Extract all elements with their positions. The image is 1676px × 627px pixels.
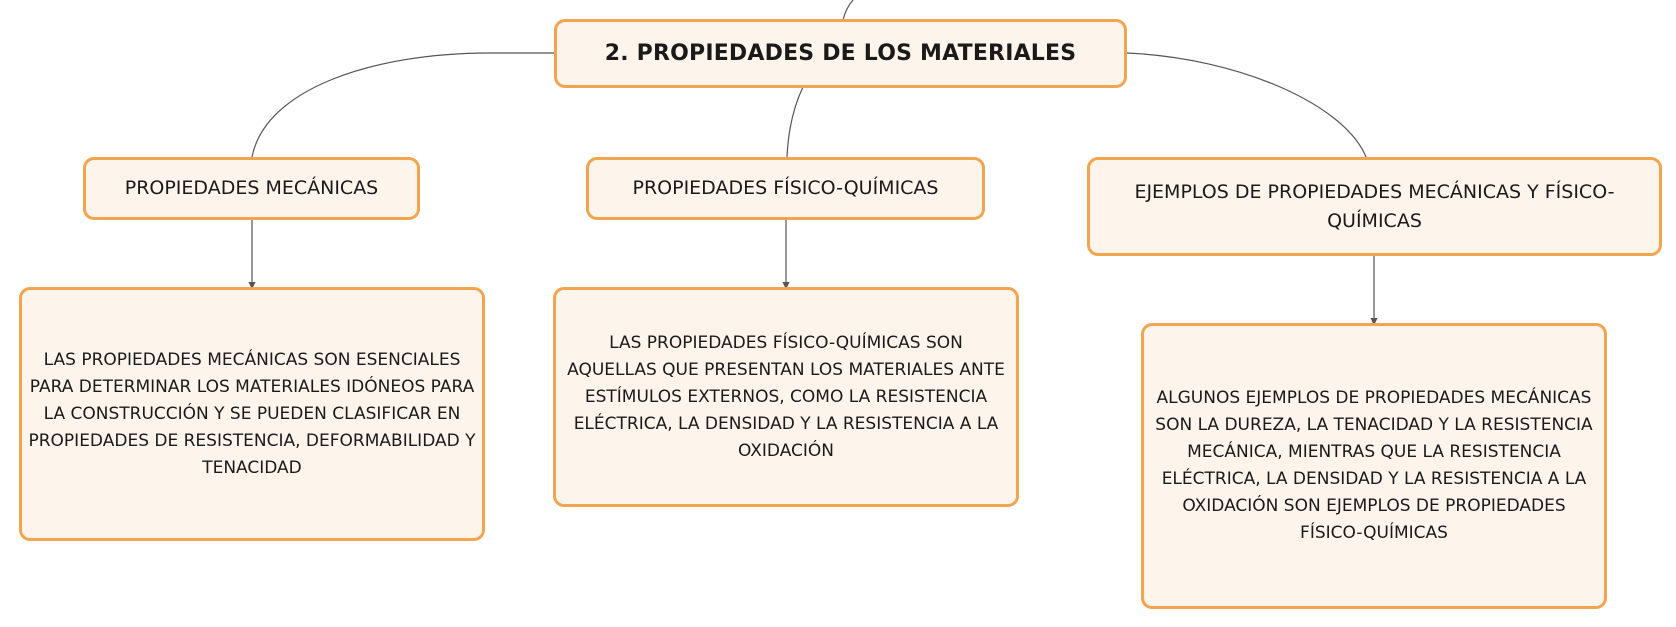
root-node[interactable] xyxy=(554,19,1127,88)
root-node-label: 2. PROPIEDADES DE LOS MATERIALES xyxy=(604,41,1077,66)
branch-node-mecanicas-label: PROPIEDADES MECÁNICAS xyxy=(124,177,379,199)
branch-node-mecanicas[interactable] xyxy=(83,157,420,220)
branch-node-ejemplos-label: EJEMPLOS DE PROPIEDADES MECÁNICAS Y FÍSICO-QUÍMICAS xyxy=(1134,180,1615,232)
branch-node-ejemplos[interactable] xyxy=(1087,157,1662,256)
detail-node-mecanicas[interactable] xyxy=(19,287,485,541)
connector-root-ejemplos xyxy=(1127,53,1366,157)
connector-root-mecanicas xyxy=(252,53,555,157)
detail-node-mecanicas-text: LAS PROPIEDADES MECÁNICAS SON ESENCIALES PARA DETERMINAR LOS MATERIALES IDÓNEOS PARA LA CONSTRUCCIÓN Y SE PUEDEN CLASIFICAR EN PROPIEDADES DE RESISTENCIA, DEFORMABILIDAD Y TENACIDAD xyxy=(28,349,476,478)
branch-node-fisicoquimicas-label: PROPIEDADES FÍSICO-QUÍMICAS xyxy=(632,177,939,199)
detail-node-fisicoquimicas-text: LAS PROPIEDADES FÍSICO-QUÍMICAS SON AQUELLAS QUE PRESENTAN LOS MATERIALES ANTE ESTÍMULOS EXTERNOS, COMO LA RESISTENCIA ELÉCTRICA, LA DENSIDAD Y LA RESISTENCIA A LA OXIDACIÓN xyxy=(567,332,1005,461)
connector-parent xyxy=(843,0,853,20)
connector-root-fisicoquimicas xyxy=(787,87,803,157)
detail-node-fisicoquimicas[interactable] xyxy=(553,287,1019,507)
detail-node-ejemplos[interactable] xyxy=(1141,323,1607,609)
detail-node-ejemplos-text: ALGUNOS EJEMPLOS DE PROPIEDADES MECÁNICAS SON LA DUREZA, LA TENACIDAD Y LA RESISTENCIA MECÁNICA, MIENTRAS QUE LA RESISTENCIA ELÉCTRICA, LA DENSIDAD Y LA RESISTENCIA A LA OXIDACIÓN SON EJEMPLOS DE PROPIEDADES FÍSICO-QUÍMICAS xyxy=(1155,388,1593,543)
branch-node-fisicoquimicas[interactable] xyxy=(586,157,985,220)
